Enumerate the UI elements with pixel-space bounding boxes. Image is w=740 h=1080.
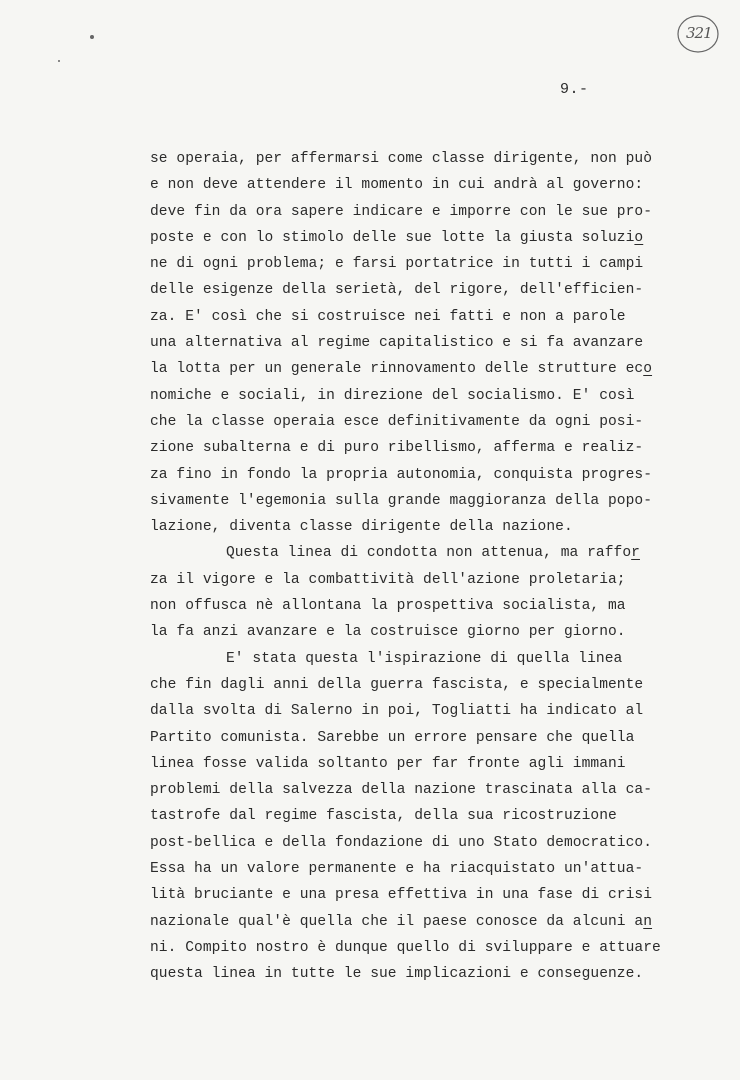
hyphenation-underline: o: [643, 361, 653, 378]
text-line: la lotta per un generale rinnovamento delle strutture eco: [150, 361, 653, 378]
text-line: za. E' così che si costruisce nei fatti e non a parole: [150, 308, 626, 325]
body-text: [150, 146, 710, 988]
text-line: Questa linea di condotta non attenua, ma raffor: [226, 545, 640, 562]
text-line: linea fosse valida soltanto per far fronte agli immani: [150, 755, 626, 772]
hyphenation-underline: o: [634, 229, 644, 246]
text-line: dalla svolta di Salerno in poi, Togliatti ha indicato al: [150, 703, 644, 720]
text-line: che la classe operaia esce definitivamente da ogni posi-: [150, 413, 644, 430]
text-line: lazione, diventa classe dirigente della nazione.: [150, 519, 573, 536]
text-line: E' stata questa l'ispirazione di quella linea: [226, 650, 623, 667]
text-line: questa linea in tutte le sue implicazioni e conseguenze.: [150, 966, 644, 983]
text-line: tastrofe dal regime fascista, della sua ricostruzione: [150, 808, 617, 825]
text-line: la fa anzi avanzare e la costruisce giorno per giorno.: [150, 624, 626, 641]
text-line: sivamente l'egemonia sulla grande maggioranza della popo-: [150, 492, 653, 509]
text-line: za fino in fondo la propria autonomia, conquista progres-: [150, 466, 653, 483]
text-line: nazionale qual'è quella che il paese conosce da alcuni an: [150, 913, 653, 930]
text-line: che fin dagli anni della guerra fascista, e specialmente: [150, 676, 644, 693]
text-line: nomiche e sociali, in direzione del socialismo. E' così: [150, 387, 635, 404]
text-line: poste e con lo stimolo delle sue lotte la giusta soluzio: [150, 229, 644, 246]
archive-number-text: 321: [686, 24, 712, 42]
scan-speck: [90, 35, 94, 39]
text-line: Essa ha un valore permanente e ha riacquistato un'attua-: [150, 861, 644, 878]
archive-stamp: [676, 12, 720, 56]
page-number: 9.-: [560, 81, 589, 98]
text-line: deve fin da ora sapere indicare e imporre con le sue pro-: [150, 203, 653, 220]
text-line: se operaia, per affermarsi come classe dirigente, non può: [150, 151, 653, 167]
text-line: una alternativa al regime capitalistico e si fa avanzare: [150, 335, 644, 352]
text-line: Partito comunista. Sarebbe un errore pensare che quella: [150, 729, 635, 746]
text-line: problemi della salvezza della nazione trascinata alla ca-: [150, 782, 653, 799]
text-line: non offusca nè allontana la prospettiva socialista, ma: [150, 598, 626, 615]
text-line: e non deve attendere il momento in cui andrà al governo:: [150, 177, 644, 194]
scan-speck: [58, 60, 60, 62]
text-line: ni. Compito nostro è dunque quello di sviluppare e attuare: [150, 939, 661, 956]
text-line: ne di ogni problema; e farsi portatrice in tutti i campi: [150, 256, 644, 273]
text-line: post-bellica e della fondazione di uno Stato democratico.: [150, 834, 653, 851]
text-line: zione subalterna e di puro ribellismo, afferma e realiz-: [150, 440, 644, 457]
text-line: delle esigenze della serietà, del rigore, dell'efficien-: [150, 282, 644, 299]
text-line: lità bruciante e una presa effettiva in una fase di crisi: [150, 887, 653, 904]
hyphenation-underline: n: [643, 913, 653, 930]
hyphenation-underline: r: [631, 545, 640, 562]
text-line: za il vigore e la combattività dell'azione proletaria;: [150, 571, 626, 588]
